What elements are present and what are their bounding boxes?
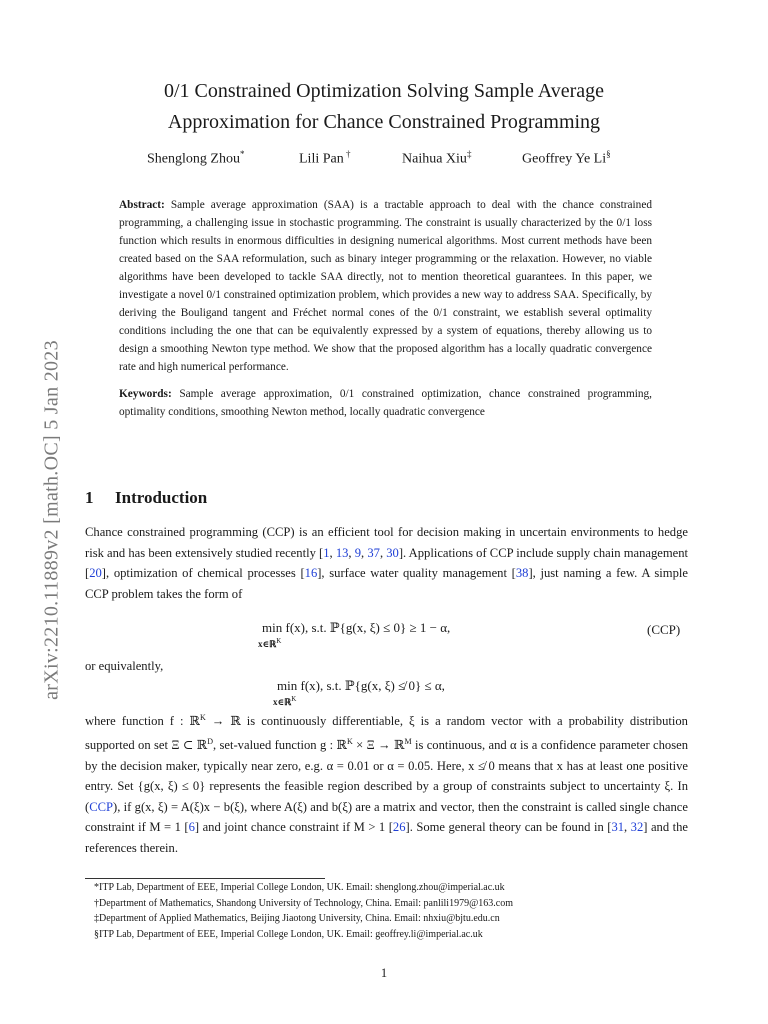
citation-link[interactable]: 38 xyxy=(515,566,529,581)
citation-link[interactable]: 20 xyxy=(89,566,102,581)
or-equivalently-text: or equivalently, xyxy=(85,659,164,673)
arxiv-stamp: arXiv:2210.11889v2 [math.OC] 5 Jan 2023 xyxy=(40,340,63,700)
citation-link[interactable]: 6 xyxy=(188,820,195,835)
eq1-subscript: x∈ℝ$^K$ xyxy=(258,637,282,649)
footnotes xyxy=(94,880,513,942)
page-number: 1 xyxy=(380,966,388,980)
citation-link[interactable]: 37 xyxy=(367,545,380,560)
citation-link[interactable]: 16 xyxy=(304,566,318,581)
citation-link[interactable]: 30 xyxy=(386,545,399,560)
footnote-1: *ITP Lab, Department of EEE, Imperial College London, UK. Email: shenglong.zhou@imperial.ac.uk xyxy=(94,882,505,893)
abstract-block xyxy=(119,196,652,421)
citation-link[interactable]: 13 xyxy=(335,545,349,560)
footnote-3: ‡Department of Applied Mathematics, Beijing Jiaotong University, China. Email: nhxiu@bjtu.edu.cn xyxy=(94,913,500,924)
equation-equivalent: min f(x), s.t. ℙ{g(x, ξ) ≰ 0} ≤ α, x∈ℝ$^K$ xyxy=(273,678,445,707)
citation-link[interactable]: 26 xyxy=(392,820,406,835)
equation-tag: (CCP) xyxy=(647,622,681,637)
abstract-text: Sample average approximation (SAA) is a tractable approach to deal with the chance constrained programming, a challenging issue in stochastic programming. The constraint is usually characterized by the 0/1 loss function which results in enormous difficulties in designing numerical algorithms. Most current methods have been created based on the SAA reformulation, such as binary integer programming or the relaxation. However, no viable algorithms have been developed to tackle SAA directly, not to mention theoretical guarantees. In this paper, we investigate a novel 0/1 constrained optimization problem, which provides a new way to address SAA. Specifically, by deriving the Bouligand tangent and Fréchet normal cones of the 0/1 constraint, we establish several optimality conditions including the one that can be equivalently expressed by a system of equations, thereby allowing us to design a smoothing Newton type method. We show that the proposed algorithm has a locally quadratic convergence rate and high numerical performance. xyxy=(119,199,652,373)
keywords-label: Keywords: xyxy=(119,388,172,400)
author-2: Lili Pan † xyxy=(299,149,351,167)
citation-link[interactable]: 32 xyxy=(630,820,644,835)
abstract-paragraph xyxy=(119,196,652,376)
title-line-2: Approximation for Chance Constrained Programming xyxy=(167,111,601,133)
intro-paragraph-2: where function f : ℝ$^K$ → ℝ is continuously differentiable, ξ is a random vector with a probability distribution supported on set Ξ ⊂ ℝ$^D$, set-valued function g : ℝ$^K$ × Ξ → ℝ$^M$ is continuous, and α is a confidence parameter chosen by the decision maker, typically near zero, e.g. α = 0.01 or α = 0.05. Here, x ≰ 0 means that x has at least one positive entry. Set {g(x, ξ) ≤ 0} represents the feasible region described by a group of constraints subject to uncertainty ξ. In (CCP), if g(x, ξ) = A(ξ)x − b(ξ), where A(ξ) and b(ξ) are a matrix and vector, then the constraint is called single chance constraint if M = 1 [6] and joint chance constraint if M > 1 [26]. Some general theory can be found in [31, 32] and the references therein. xyxy=(85,713,689,855)
footnote-divider xyxy=(85,878,325,879)
footnote-4: §ITP Lab, Department of EEE, Imperial College London, UK. Email: geoffrey.li@imperial.ac.uk xyxy=(94,928,483,940)
keywords-paragraph xyxy=(119,385,652,421)
author-3: Naihua Xiu‡ xyxy=(402,149,472,167)
section-heading xyxy=(85,488,207,508)
section-number: 1 xyxy=(85,488,94,507)
author-1: Shenglong Zhou* xyxy=(147,149,245,167)
section-title: Introduction xyxy=(115,488,208,507)
keywords-text: Sample average approximation, 0/1 constrained optimization, chance constrained programming, optimality conditions, smoothing Newton method, locally quadratic convergence xyxy=(119,388,653,418)
citation-link[interactable]: 1 xyxy=(323,545,330,560)
citation-link[interactable]: 31 xyxy=(611,820,625,835)
eq2-subscript: x∈ℝ$^K$ xyxy=(273,695,297,707)
paper-title xyxy=(0,76,768,138)
footnote-2: †Department of Mathematics, Shandong University of Technology, China. Email: panlili1979@163.com xyxy=(94,897,513,909)
intro-paragraph-1: Chance constrained programming (CCP) is an efficient tool for decision making in uncertain environments to hedge risk and has been extensively studied recently [1, 13, 9, 37, 30]. Applications of CCP include supply chain management [20], optimization of chemical processes [16], surface water quality management [38], just naming a few. A simple CCP problem takes the form of xyxy=(85,525,689,601)
author-4: Geoffrey Ye Li§ xyxy=(522,149,611,167)
equation-ccp: min f(x), s.t. ℙ{g(x, ξ) ≤ 0} ≥ 1 − α, x∈ℝ$^K$ xyxy=(258,620,451,649)
ccp-equation-link[interactable]: CCP xyxy=(89,799,114,814)
title-line-1: 0/1 Constrained Optimization Solving Sample Average xyxy=(163,80,605,102)
author-list xyxy=(0,149,768,169)
abstract-label: Abstract: xyxy=(119,199,165,211)
citation-link[interactable]: 9 xyxy=(354,545,362,560)
